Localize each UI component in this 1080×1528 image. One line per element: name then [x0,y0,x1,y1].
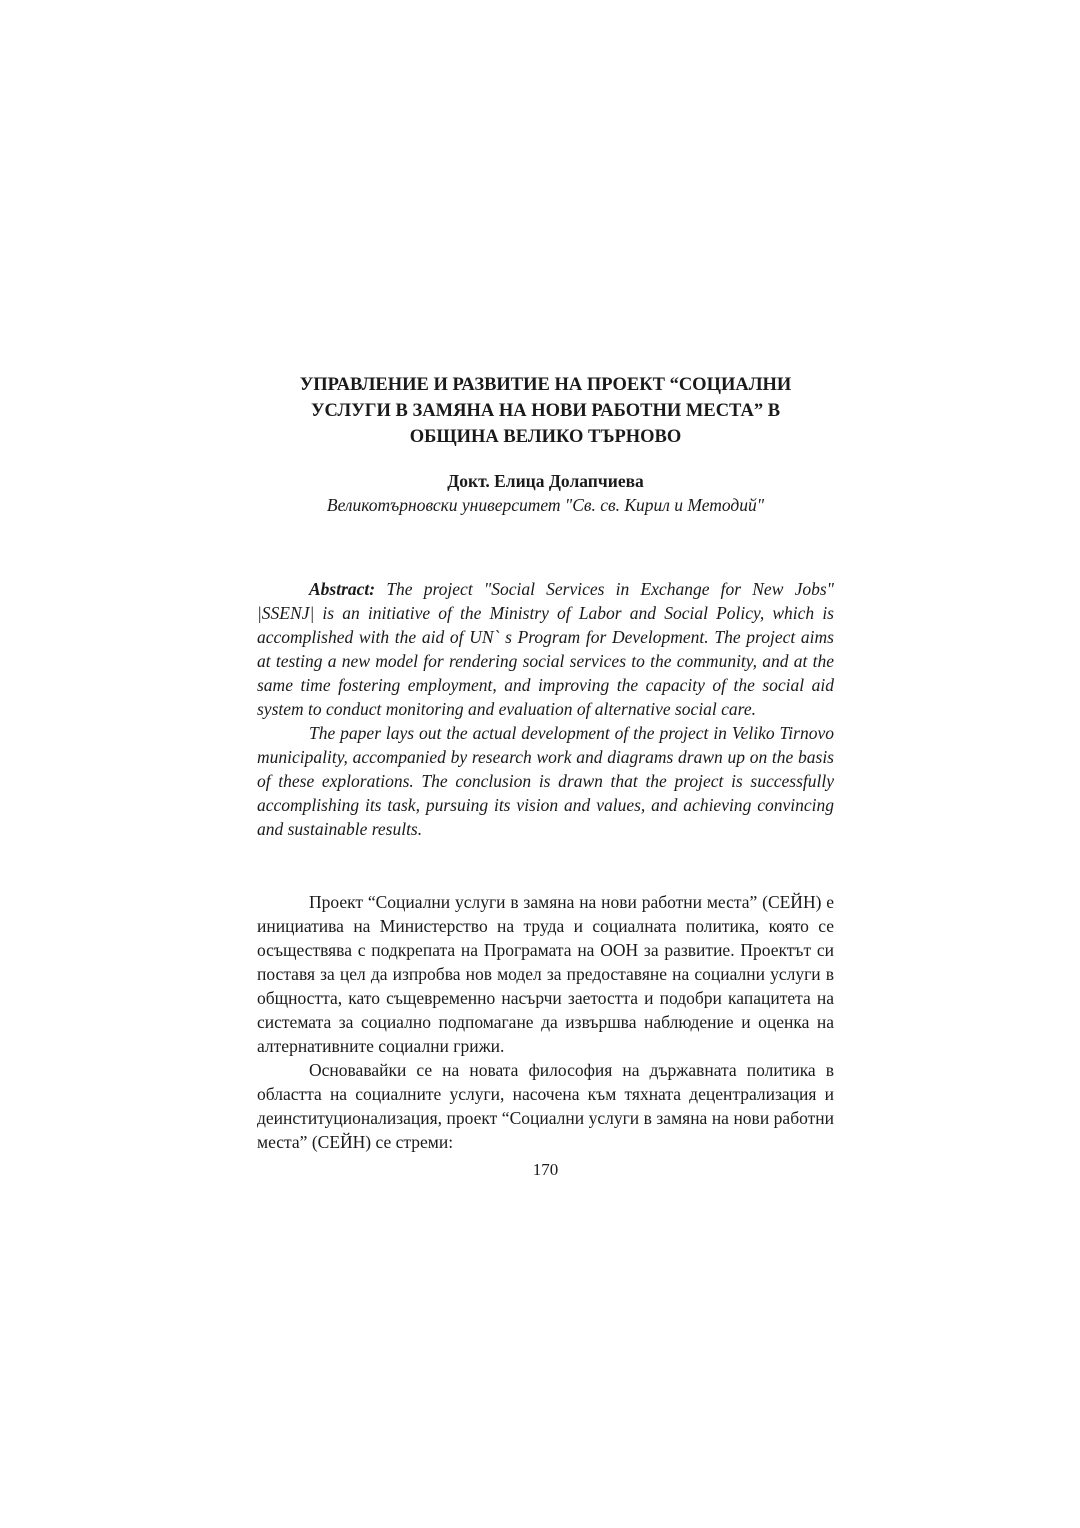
page-number: 170 [532,1160,559,1179]
title-line-3: ОБЩИНА ВЕЛИКО ТЪРНОВО [409,427,682,447]
abstract-paragraph-1 [257,577,834,721]
author-name: Докт. Елица Долапчиева [447,471,644,491]
paper-title [257,372,834,450]
paper-page [257,372,834,1182]
title-line-2: УСЛУГИ В ЗАМЯНА НА НОВИ РАБОТНИ МЕСТА” В [310,401,781,421]
abstract-paragraph-2: The paper lays out the actual development of the project in Veliko Tirnovo municipality, accompanied by research work and diagrams drawn up on the basis of these explorations. The conclusion is drawn that the project is successfully accomplishing its task, pursuing its vision and values, and achieving convincing and sustainable results. [257,723,834,839]
body-paragraph-2: Основавайки се на новата философия на държавната политика в областта на социалните услуги, насочена към тяхната децентрализация и деинституционализация, проект “Социални услуги в замяна на нови работни места” (СЕЙН) се стреми: [257,1060,834,1152]
abstract-section [257,577,834,841]
abstract-text-1: The project "Social Services in Exchange for New Jobs" |SSENJ| is an initiative of the Ministry of Labor and Social Policy, which is accomplished with the aid of UN` s Program for Development. The project aims at testing a new model for rendering social services to the community, and at the same time fostering employment, and improving the capacity of the social aid system to conduct monitoring and evaluation of alternative social care. [257,579,834,719]
abstract-label: Abstract: [309,579,376,599]
body-paragraph-1: Проект “Социални услуги в замяна на нови работни места” (СЕЙН) е инициатива на Министерство на труда и социалната политика, която се осъществява с подкрепата на Програмата на ООН за развитие. Проектът си поставя за цел да изпробва нов модел за предоставяне на социални услуги в общността, като същевременно насърчи заетостта и подобри капацитета на системата за социално подпомагане да извършва наблюдение и оценка на алтернативните социални грижи. [257,892,834,1056]
title-line-1: УПРАВЛЕНИЕ И РАЗВИТИЕ НА ПРОЕКТ “СОЦИАЛНИ [299,375,792,395]
body-section [257,890,834,1154]
author-affiliation: Великотърновски университет "Св. св. Кирил и Методий" [326,495,765,515]
